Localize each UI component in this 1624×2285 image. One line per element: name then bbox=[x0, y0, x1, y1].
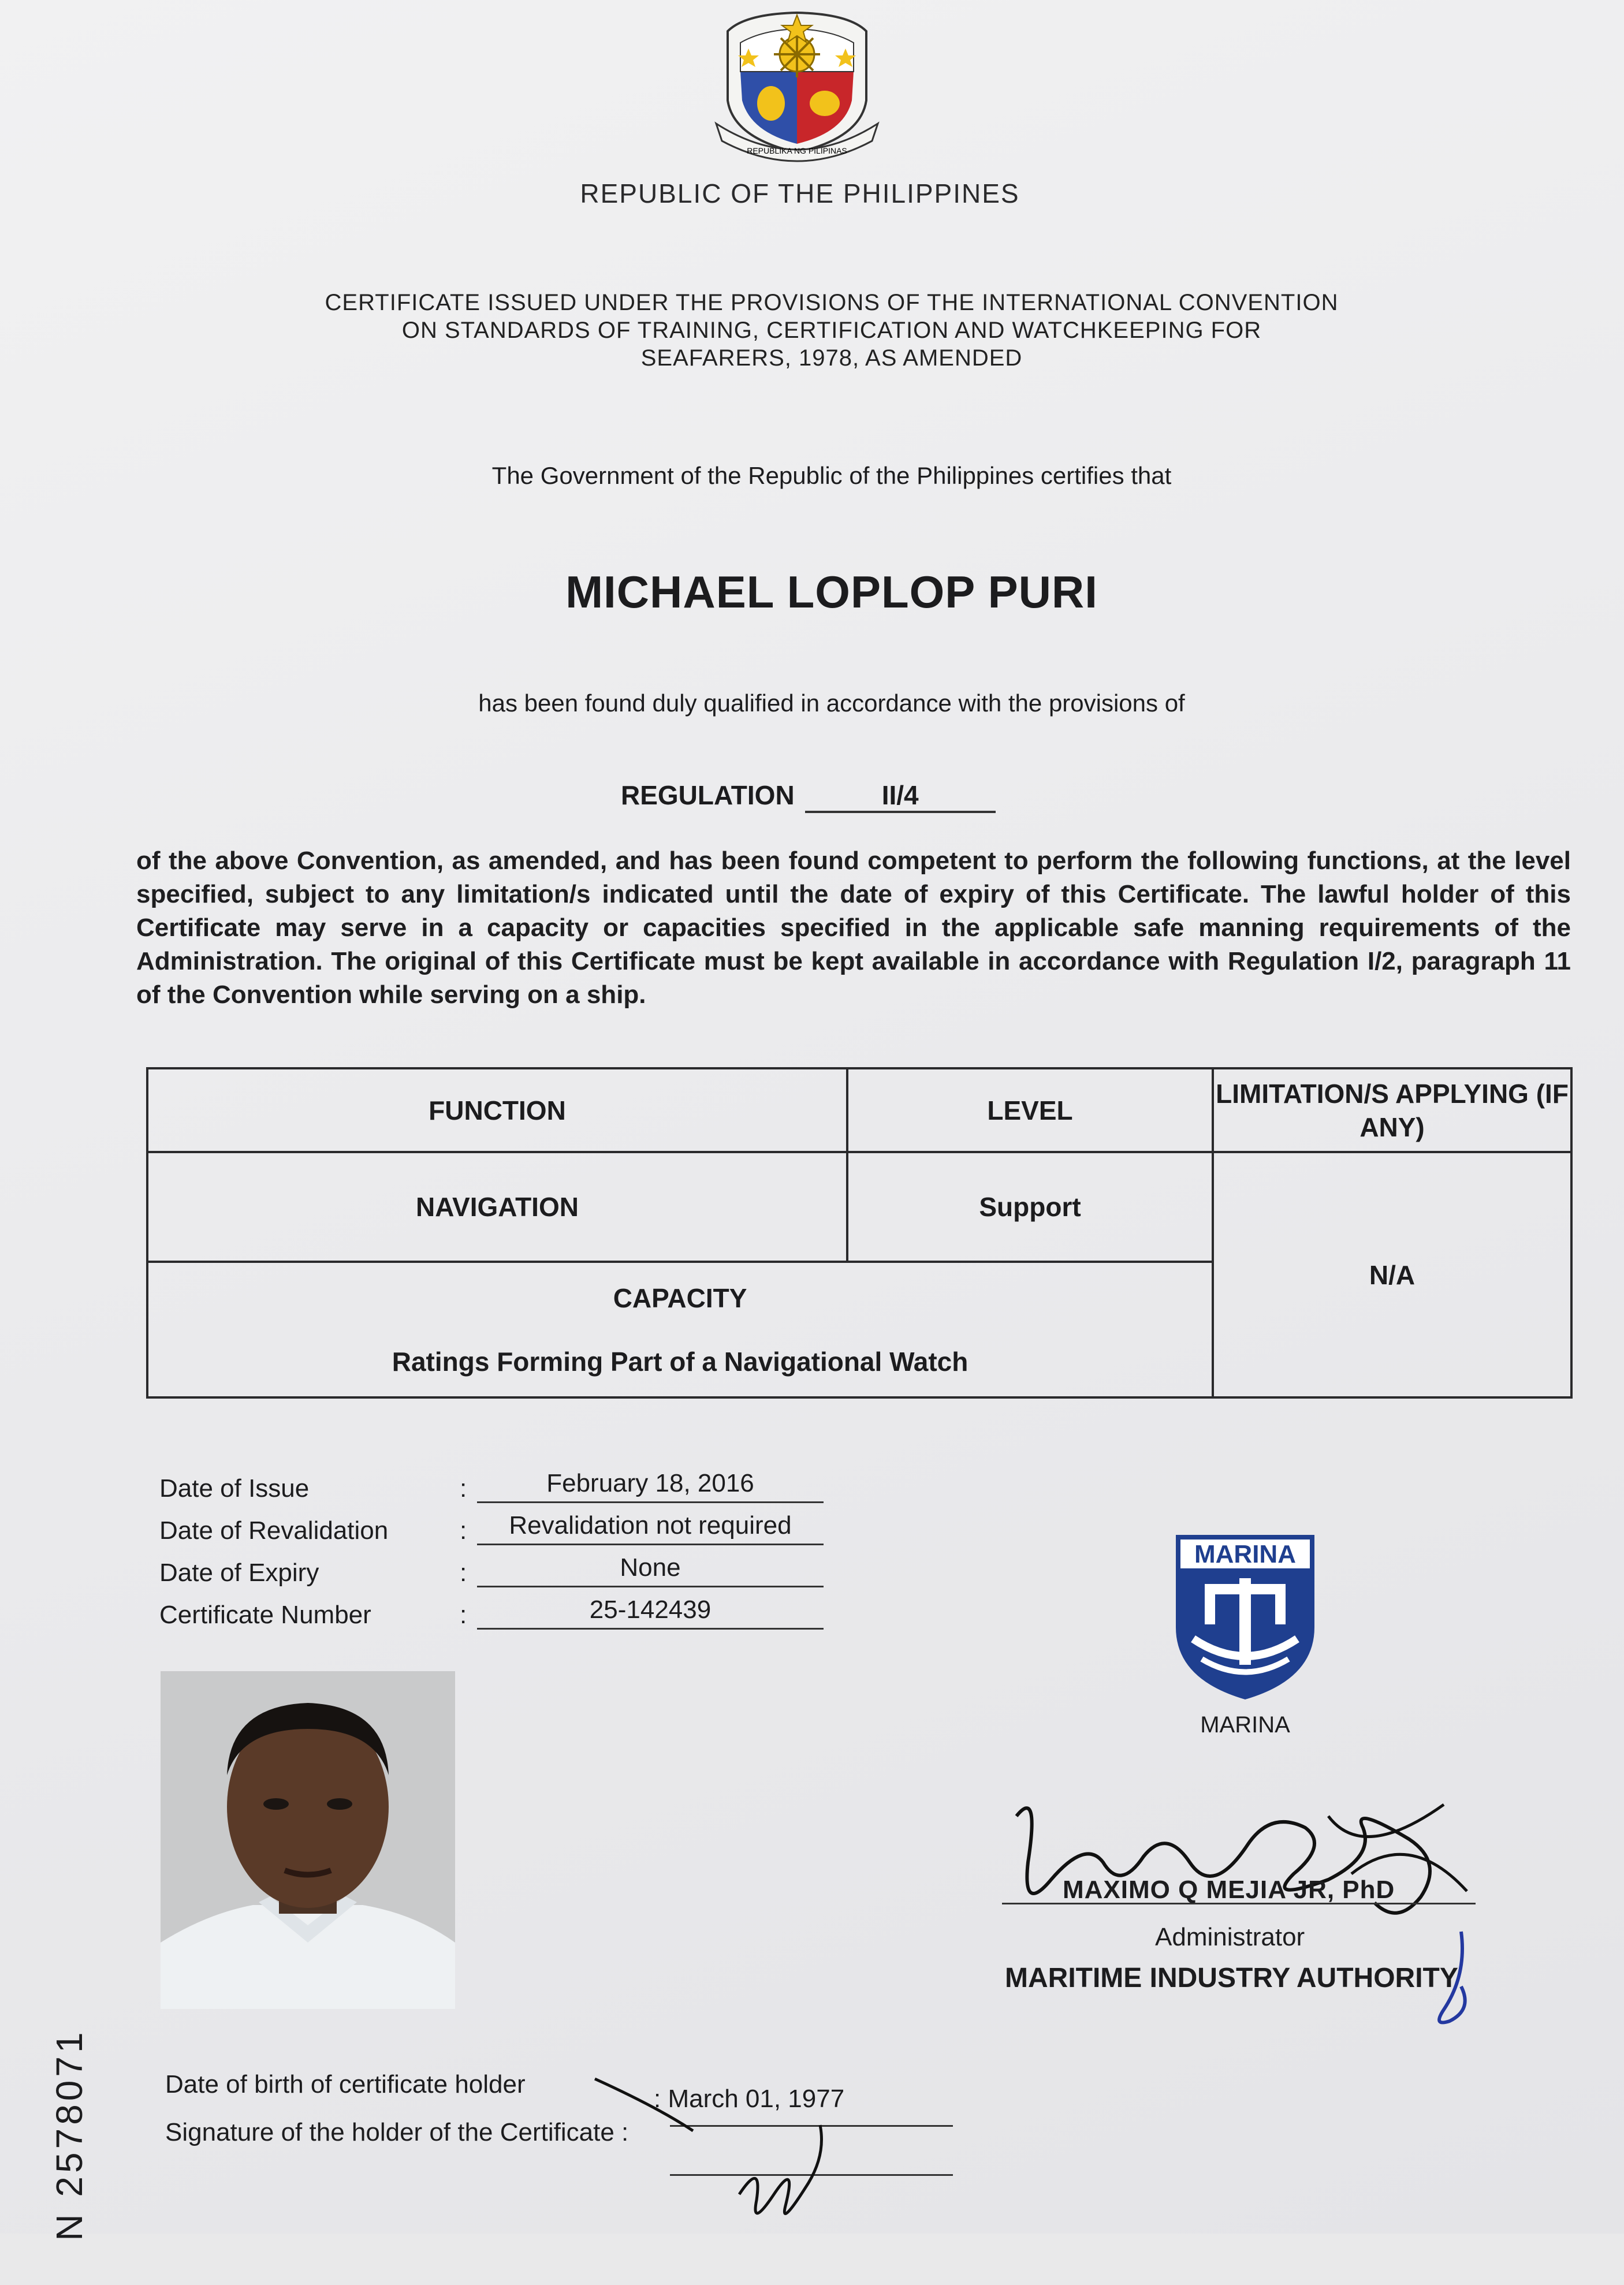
qualified-line: has been found duly qualified in accordance with the provisions of bbox=[478, 689, 1185, 717]
competence-paragraph: of the above Convention, as amended, and has been found competent to perform the following functions, at the level specified, subject to any limitation/s indicated until the date of expiry of this Certificate. The lawful holder of this Certificate may serve in a capacity or capacities specified in the applicable safe manning requirements of the Administration. The original of this Certificate must be kept available in accordance with Regulation I/2, paragraph 11 of the Convention while serving on a ship. bbox=[136, 847, 1571, 1009]
regulation bbox=[621, 780, 996, 813]
regulation-value: II/4 bbox=[805, 780, 996, 813]
date-label: Date of Revalidation bbox=[159, 1516, 389, 1545]
limitation-header: LIMITATION/S APPLYING (IF ANY) bbox=[1213, 1068, 1571, 1152]
holder-signature bbox=[589, 2067, 889, 2234]
svg-text:MARINA: MARINA bbox=[1194, 1540, 1296, 1568]
date-colon: : bbox=[460, 1474, 467, 1503]
limitation-value: N/A bbox=[1213, 1152, 1571, 1397]
date-row bbox=[159, 1461, 824, 1503]
holder-photo bbox=[161, 1671, 455, 2009]
level-header: LEVEL bbox=[847, 1068, 1213, 1152]
holder-signature-label: Signature of the holder of the Certificate : bbox=[165, 2118, 629, 2146]
signatory-title: Administrator bbox=[1155, 1923, 1305, 1951]
function-value: NAVIGATION bbox=[147, 1152, 847, 1262]
philippine-seal-icon bbox=[710, 8, 884, 164]
svg-text:REPUBLIKA NG PILIPINAS: REPUBLIKA NG PILIPINAS bbox=[747, 146, 847, 155]
dob-value: : March 01, 1977 bbox=[654, 2085, 845, 2113]
signatory-name: MAXIMO Q MEJIA JR, PhD bbox=[1063, 1876, 1395, 1904]
level-value: Support bbox=[847, 1152, 1213, 1262]
republic-heading: REPUBLIC OF THE PHILIPPINES bbox=[580, 178, 1020, 208]
initial-mark bbox=[1426, 1929, 1478, 2033]
date-value: None bbox=[477, 1553, 824, 1587]
date-colon: : bbox=[460, 1601, 467, 1629]
date-value: 25-142439 bbox=[477, 1596, 824, 1630]
capacity-header: CAPACITY bbox=[613, 1283, 747, 1313]
convention-statement: CERTIFICATE ISSUED UNDER THE PROVISIONS OF THE INTERNATIONAL CONVENTION ON STANDARDS OF TRAINING, CERTIFICATION AND WATCHKEEPING FOR SEAFARERS, 1978, AS AMENDED bbox=[325, 290, 1339, 371]
date-row bbox=[159, 1587, 824, 1630]
date-label: Date of Issue bbox=[159, 1474, 310, 1503]
date-value: Revalidation not required bbox=[477, 1511, 824, 1545]
date-row bbox=[159, 1503, 824, 1545]
capacity-value: Ratings Forming Part of a Navigational Watch bbox=[392, 1346, 969, 1377]
function-table bbox=[146, 1067, 1573, 1399]
date-label: Date of Expiry bbox=[159, 1559, 319, 1587]
dob-label: Date of birth of certificate holder bbox=[165, 2070, 526, 2098]
holder-name: MICHAEL LOPLOP PURI bbox=[565, 566, 1098, 617]
certifies-line: The Government of the Republic of the Philippines certifies that bbox=[491, 462, 1172, 489]
capacity-cell bbox=[147, 1262, 1213, 1397]
date-value: February 18, 2016 bbox=[477, 1469, 824, 1503]
administrator-signature bbox=[1005, 1793, 1502, 1943]
regulation-label: REGULATION bbox=[621, 780, 795, 810]
date-label: Certificate Number bbox=[159, 1601, 371, 1629]
marina-caption: MARINA bbox=[1200, 1712, 1290, 1738]
date-row bbox=[159, 1545, 824, 1587]
marina-logo-icon bbox=[1170, 1529, 1320, 1702]
date-colon: : bbox=[460, 1516, 467, 1545]
serial-number: N 2578071 bbox=[49, 2029, 90, 2241]
date-fields bbox=[159, 1461, 824, 1630]
issuing-authority: MARITIME INDUSTRY AUTHORITY bbox=[1005, 1963, 1458, 1993]
function-header: FUNCTION bbox=[147, 1068, 847, 1152]
date-colon: : bbox=[460, 1559, 467, 1587]
